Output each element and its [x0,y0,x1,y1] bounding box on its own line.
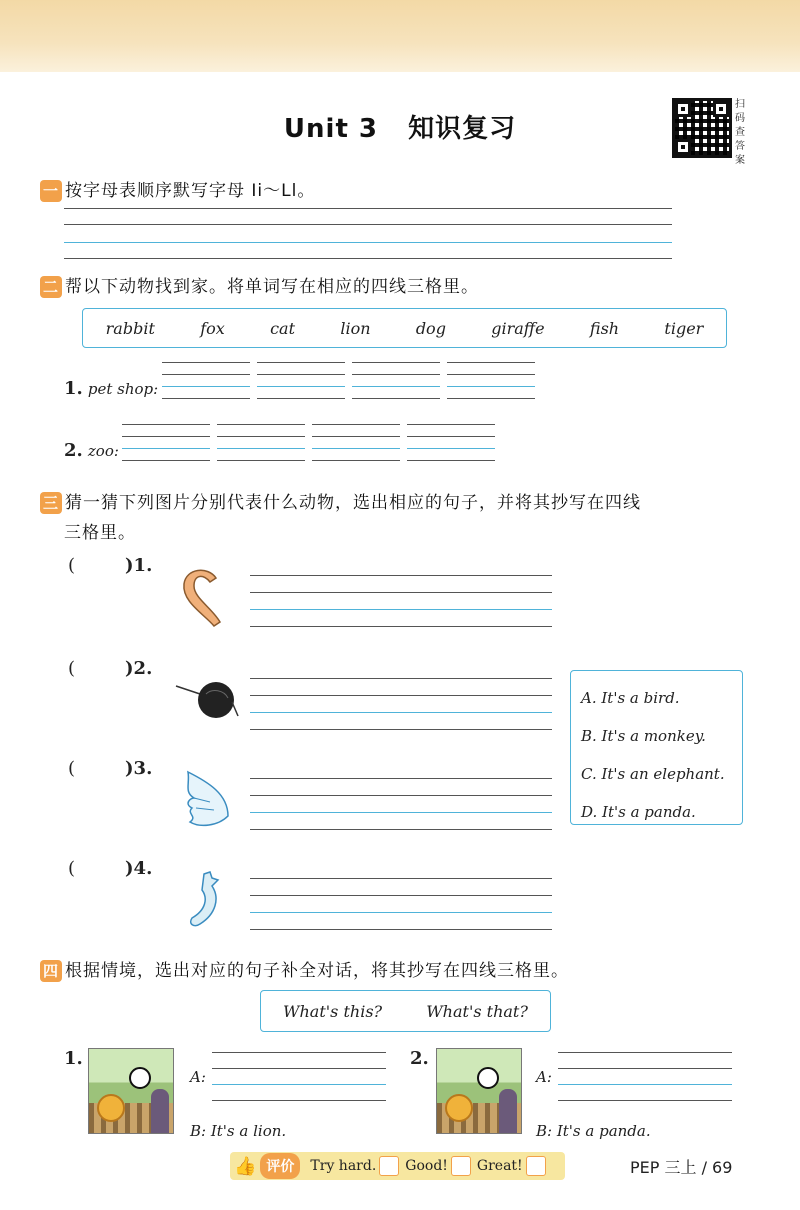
four-line [64,224,672,225]
four-line-base[interactable] [250,912,552,913]
four-line [312,424,400,425]
four-line [250,778,552,779]
four-line [312,436,400,437]
answer-blank-2[interactable] [68,658,152,679]
four-line [122,436,210,437]
self-evaluation-bar [230,1152,565,1180]
four-line [407,436,495,437]
bird-wing-icon [178,764,238,834]
zoo-scene-image [88,1048,174,1134]
open-paren: ( [68,555,76,576]
four-line-base[interactable] [122,448,210,449]
open-paren: ( [68,758,76,779]
open-paren: ( [68,858,76,879]
qr-caption-char: 答 [735,141,745,152]
word-bank-item: dog [415,318,446,338]
option-d: D. It's a panda. [581,803,696,821]
four-line-bottom [64,258,672,259]
four-line [212,1052,386,1053]
word-bank-item: cat [270,318,296,338]
four-line [217,460,305,461]
qr-caption-char: 码 [735,113,745,124]
four-line-base[interactable] [250,712,552,713]
thumbs-up-icon: 👍 [234,1155,257,1177]
word-bank-item: tiger [664,318,704,338]
elephant-trunk-icon [172,562,242,632]
section4-heading [40,956,569,982]
qr-corner [713,101,729,117]
qr-code-icon[interactable] [672,98,732,158]
dialog-a-label: A: [190,1068,206,1086]
four-line [250,626,552,627]
four-line [162,398,250,399]
four-line [162,362,250,363]
four-line [122,460,210,461]
panda [477,1067,499,1089]
four-line [162,374,250,375]
four-line-base[interactable] [250,812,552,813]
four-line-base[interactable] [352,386,440,387]
qr-caption-char: 扫 [735,99,745,110]
section4-text: 根据情境，选出对应的句子补全对话，将其抄写在四线三格里。 [65,961,569,981]
qr-caption [735,98,749,168]
section1-heading [40,176,315,202]
zoo-item [64,440,119,461]
good-checkbox[interactable] [451,1156,471,1176]
four-line [122,424,210,425]
four-line [217,424,305,425]
four-line-base[interactable] [162,386,250,387]
question-bank [260,990,551,1032]
four-line [250,878,552,879]
four-line [250,575,552,576]
four-line [312,460,400,461]
four-line-base[interactable] [558,1084,732,1085]
child [499,1089,517,1133]
four-line [250,695,552,696]
dialog-b-line: B: It's a panda. [536,1122,651,1140]
word-bank-item: giraffe [491,318,545,338]
answer-blank-4[interactable] [68,858,152,879]
four-line-base[interactable] [212,1084,386,1085]
section2-text: 帮以下动物找到家。将单词写在相应的四线三格里。 [65,277,479,297]
question-option: What's this? [283,1001,383,1021]
qr-corner [675,101,691,117]
word-bank-item: rabbit [105,318,155,338]
four-line-base[interactable] [312,448,400,449]
dialog-number: 2. [410,1048,429,1069]
item-label: pet shop: [87,380,159,398]
try-hard-label: Try hard. [310,1158,377,1174]
header-band [0,0,800,72]
four-line [447,398,535,399]
section-badge: 四 [40,960,62,982]
page-number: PEP 三上 / 69 [630,1158,733,1177]
section-badge: 二 [40,276,62,298]
child [151,1089,169,1133]
four-line-base[interactable] [447,386,535,387]
panda-ear-icon [172,668,242,728]
four-line [352,374,440,375]
section1-text: 按字母表顺序默写字母 Ii～Ll。 [65,181,316,201]
qr-corner [675,139,691,155]
four-line-base[interactable] [64,242,672,243]
word-bank [82,308,727,348]
four-line-top [64,208,672,209]
four-line [257,362,345,363]
four-line [558,1052,732,1053]
section3-heading [40,488,641,514]
four-line [250,678,552,679]
question-option: What's that? [426,1001,528,1021]
four-line [250,829,552,830]
answer-blank-1[interactable] [68,555,152,576]
four-line [352,398,440,399]
item-number: )4. [125,858,153,879]
section-badge: 三 [40,492,62,514]
qr-caption-char: 查 [735,127,745,138]
word-bank-item: fox [200,318,225,338]
try-hard-checkbox[interactable] [379,1156,399,1176]
section3-text-line2: 三格里。 [64,523,136,543]
four-line [250,729,552,730]
four-line [250,795,552,796]
zoo-scene-image [436,1048,522,1134]
option-c: C. It's an elephant. [581,765,725,783]
item-number: 1. [64,378,83,399]
four-line [447,374,535,375]
dialog-number: 1. [64,1048,83,1069]
option-a: A. It's a bird. [581,689,680,707]
eval-label: 评价 [260,1153,300,1179]
open-paren: ( [68,658,76,679]
item-number: )2. [125,658,153,679]
four-line [447,362,535,363]
option-b: B. It's a monkey. [581,727,706,745]
item-number: )1. [125,555,153,576]
item-number: )3. [125,758,153,779]
four-line [250,592,552,593]
great-label: Great! [476,1158,523,1174]
section3-text-line1: 猜一猜下列图片分别代表什么动物，选出相应的句子，并将其抄写在四线 [65,493,641,513]
item-number: 2. [64,440,83,461]
four-line [558,1100,732,1101]
unit-name: 知识复习 [408,114,517,144]
unit-label: Unit 3 [283,114,379,144]
four-line [558,1068,732,1069]
four-line [212,1100,386,1101]
four-line [352,362,440,363]
four-line [257,374,345,375]
four-line [407,424,495,425]
four-line [250,929,552,930]
good-label: Good! [405,1158,448,1174]
pet-shop-item [64,378,158,399]
item-label: zoo: [87,442,119,460]
options-box [570,670,743,825]
section2-heading [40,272,479,298]
four-line [250,895,552,896]
dialog-a-label: A: [536,1068,552,1086]
four-line-base[interactable] [217,448,305,449]
lion [97,1094,125,1122]
lion [445,1094,473,1122]
four-line [217,436,305,437]
monkey-tail-icon [180,864,240,934]
four-line-base[interactable] [257,386,345,387]
four-line [212,1068,386,1069]
four-line [407,460,495,461]
qr-caption-char: 案 [735,155,745,166]
four-line-base[interactable] [407,448,495,449]
great-checkbox[interactable] [526,1156,546,1176]
section-badge: 一 [40,180,62,202]
word-bank-item: fish [589,318,620,338]
panda [129,1067,151,1089]
four-line-base[interactable] [250,609,552,610]
word-bank-item: lion [340,318,371,338]
four-line [257,398,345,399]
dialog-b-line: B: It's a lion. [190,1122,287,1140]
answer-blank-3[interactable] [68,758,152,779]
